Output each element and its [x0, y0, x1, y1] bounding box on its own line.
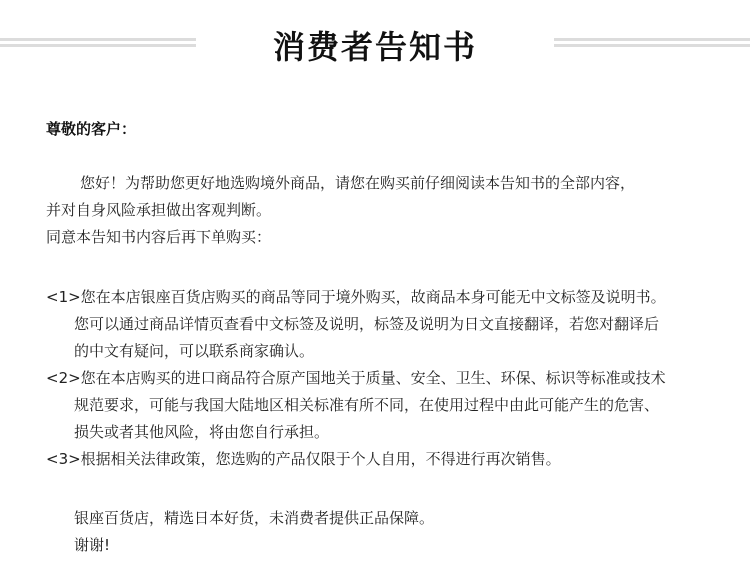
- intro-paragraph: [46, 170, 736, 251]
- intro-line: 并对自身风险承担做出客观判断。: [46, 201, 272, 219]
- notice-item-1-line: 的中文有疑问，可以联系商家确认。: [74, 342, 315, 360]
- closing-line: 谢谢!: [74, 536, 111, 554]
- notice-item-2-line: <2>您在本店购买的进口商品符合原产国地关于质量、安全、卫生、环保、标识等标准或技术: [46, 369, 666, 387]
- closing-line: 银座百货店，精选日本好货，未消费者提供正品保障。: [74, 509, 435, 527]
- notice-list: [46, 284, 736, 473]
- notice-item-1-line: <1>您在本店银座百货店购买的商品等同于境外购买，故商品本身可能无中文标签及说明书。: [46, 288, 666, 306]
- notice-item-2-line: 规范要求，可能与我国大陆地区相关标准有所不同，在使用过程中由此可能产生的危害、: [74, 396, 660, 414]
- closing-paragraph: [46, 505, 736, 559]
- notice-item-2-line: 损失或者其他风险，将由您自行承担。: [74, 423, 330, 441]
- intro-line: 同意本告知书内容后再下单购买：: [46, 228, 272, 246]
- notice-item-3-line: <3>根据相关法律政策，您选购的产品仅限于个人自用，不得进行再次销售。: [46, 450, 561, 468]
- notice-item-1-line: 您可以通过商品详情页查看中文标签及说明，标签及说明为日文直接翻译，若您对翻译后: [74, 315, 660, 333]
- greeting: 尊敬的客户：: [46, 120, 137, 138]
- page-title: 消费者告知书: [272, 28, 477, 66]
- intro-line: 您好！为帮助您更好地选购境外商品，请您在购买前仔细阅读本告知书的全部内容，: [80, 174, 636, 192]
